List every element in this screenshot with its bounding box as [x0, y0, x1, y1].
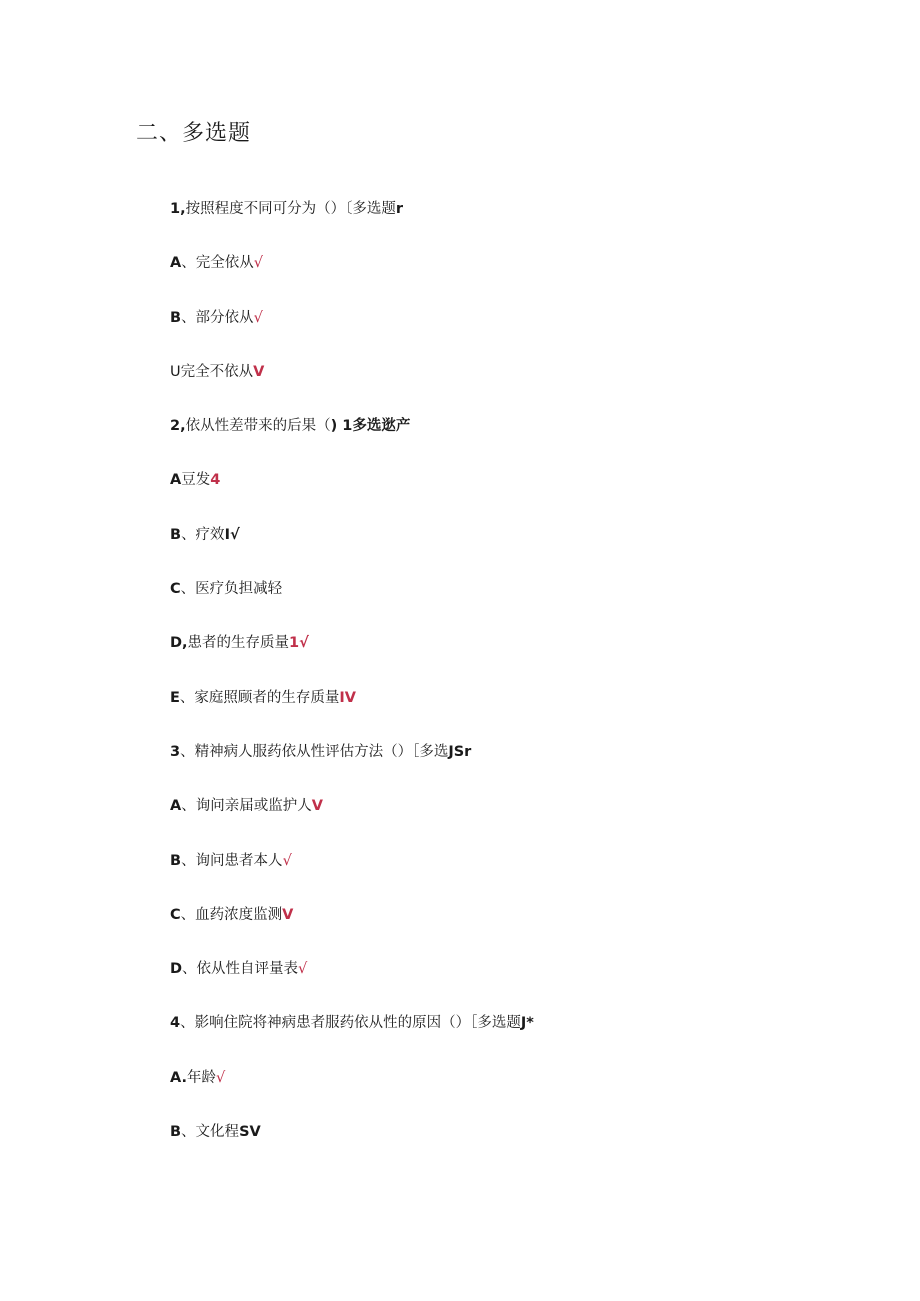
document-line [170, 1122, 534, 1176]
line-lead: A [170, 255, 182, 272]
answer-check-mark: √ [298, 961, 308, 978]
document-line [170, 199, 534, 253]
line-text: 、询问亲届或监护人 [181, 798, 312, 815]
line-text: 、询问患者本人 [181, 852, 283, 869]
line-suffix: r [395, 201, 404, 217]
document-line [170, 308, 534, 362]
question-list [170, 199, 534, 1176]
section-heading: 二、多选题 [136, 121, 252, 146]
line-text: 年龄 [187, 1069, 216, 1086]
document-line [170, 688, 534, 742]
line-text: 按照程度不同可分为（）〔多选题 [185, 201, 396, 217]
line-lead: E [170, 689, 180, 706]
answer-check-mark: V [311, 798, 323, 815]
line-text: 、疗效 [181, 526, 225, 543]
answer-check-mark: √ [216, 1069, 226, 1086]
line-text: 、血药浓度监测 [180, 906, 283, 923]
document-line [170, 253, 534, 307]
line-lead: 2, [170, 418, 186, 435]
line-text: 、部分依从 [181, 309, 254, 326]
line-suffix: JSr [448, 743, 472, 760]
line-text: 、医疗负担减轻 [180, 581, 283, 598]
answer-check-mark: 4 [210, 472, 221, 489]
line-lead: C [170, 581, 181, 598]
line-lead: D, [170, 635, 188, 652]
line-suffix: ) 1多选逖产 [330, 418, 411, 435]
document-line [170, 362, 534, 416]
line-lead: 1, [170, 201, 186, 217]
line-lead: 3 [170, 743, 181, 760]
document-line [170, 851, 534, 905]
line-lead: A. [170, 1069, 187, 1086]
line-text: 患者的生存质量 [187, 635, 290, 652]
answer-check-mark: IV [339, 689, 357, 706]
line-lead: A [170, 472, 182, 489]
line-text: 、精神病人服药依从性评估方法（）［多选 [180, 743, 449, 760]
line-lead: B [170, 852, 182, 869]
document-line [170, 416, 534, 470]
document-line [170, 796, 534, 850]
line-text: 、家庭照顾者的生存质量 [179, 689, 340, 706]
document-line [170, 742, 534, 796]
answer-check-mark: V [282, 906, 294, 923]
line-text: 、依从性自评量表 [182, 961, 299, 978]
document-line [170, 1013, 534, 1067]
answer-check-mark: √ [253, 309, 263, 326]
answer-check-mark: V [253, 363, 265, 380]
line-lead: C [170, 906, 181, 923]
line-suffix: I√ [224, 526, 240, 543]
document-line [170, 905, 534, 959]
document-line [170, 959, 534, 1013]
document-line [170, 633, 534, 687]
document-line [170, 525, 534, 579]
line-text: U完全不依从 [170, 363, 254, 380]
line-lead: B [170, 309, 182, 326]
answer-check-mark: √ [253, 255, 263, 272]
line-suffix: SV [239, 1124, 261, 1141]
line-lead: B [170, 526, 182, 543]
document-line [170, 470, 534, 524]
line-text: 依从性差带来的后果（ [185, 418, 331, 435]
line-suffix: J* [520, 1015, 534, 1032]
answer-check-mark: √ [282, 852, 292, 869]
document-line [170, 1068, 534, 1122]
line-lead: 4 [170, 1015, 181, 1032]
line-text: 、影响住院将神病患者服药依从性的原因（）［多选题 [180, 1015, 521, 1032]
line-lead: B [170, 1124, 182, 1141]
line-text: 、文化程 [181, 1124, 240, 1141]
line-lead: A [170, 798, 182, 815]
document-line [170, 579, 534, 633]
line-lead: D [170, 961, 183, 978]
answer-check-mark: 1√ [289, 635, 309, 652]
line-text: 豆发 [181, 472, 211, 489]
line-text: 、完全依从 [181, 255, 254, 272]
